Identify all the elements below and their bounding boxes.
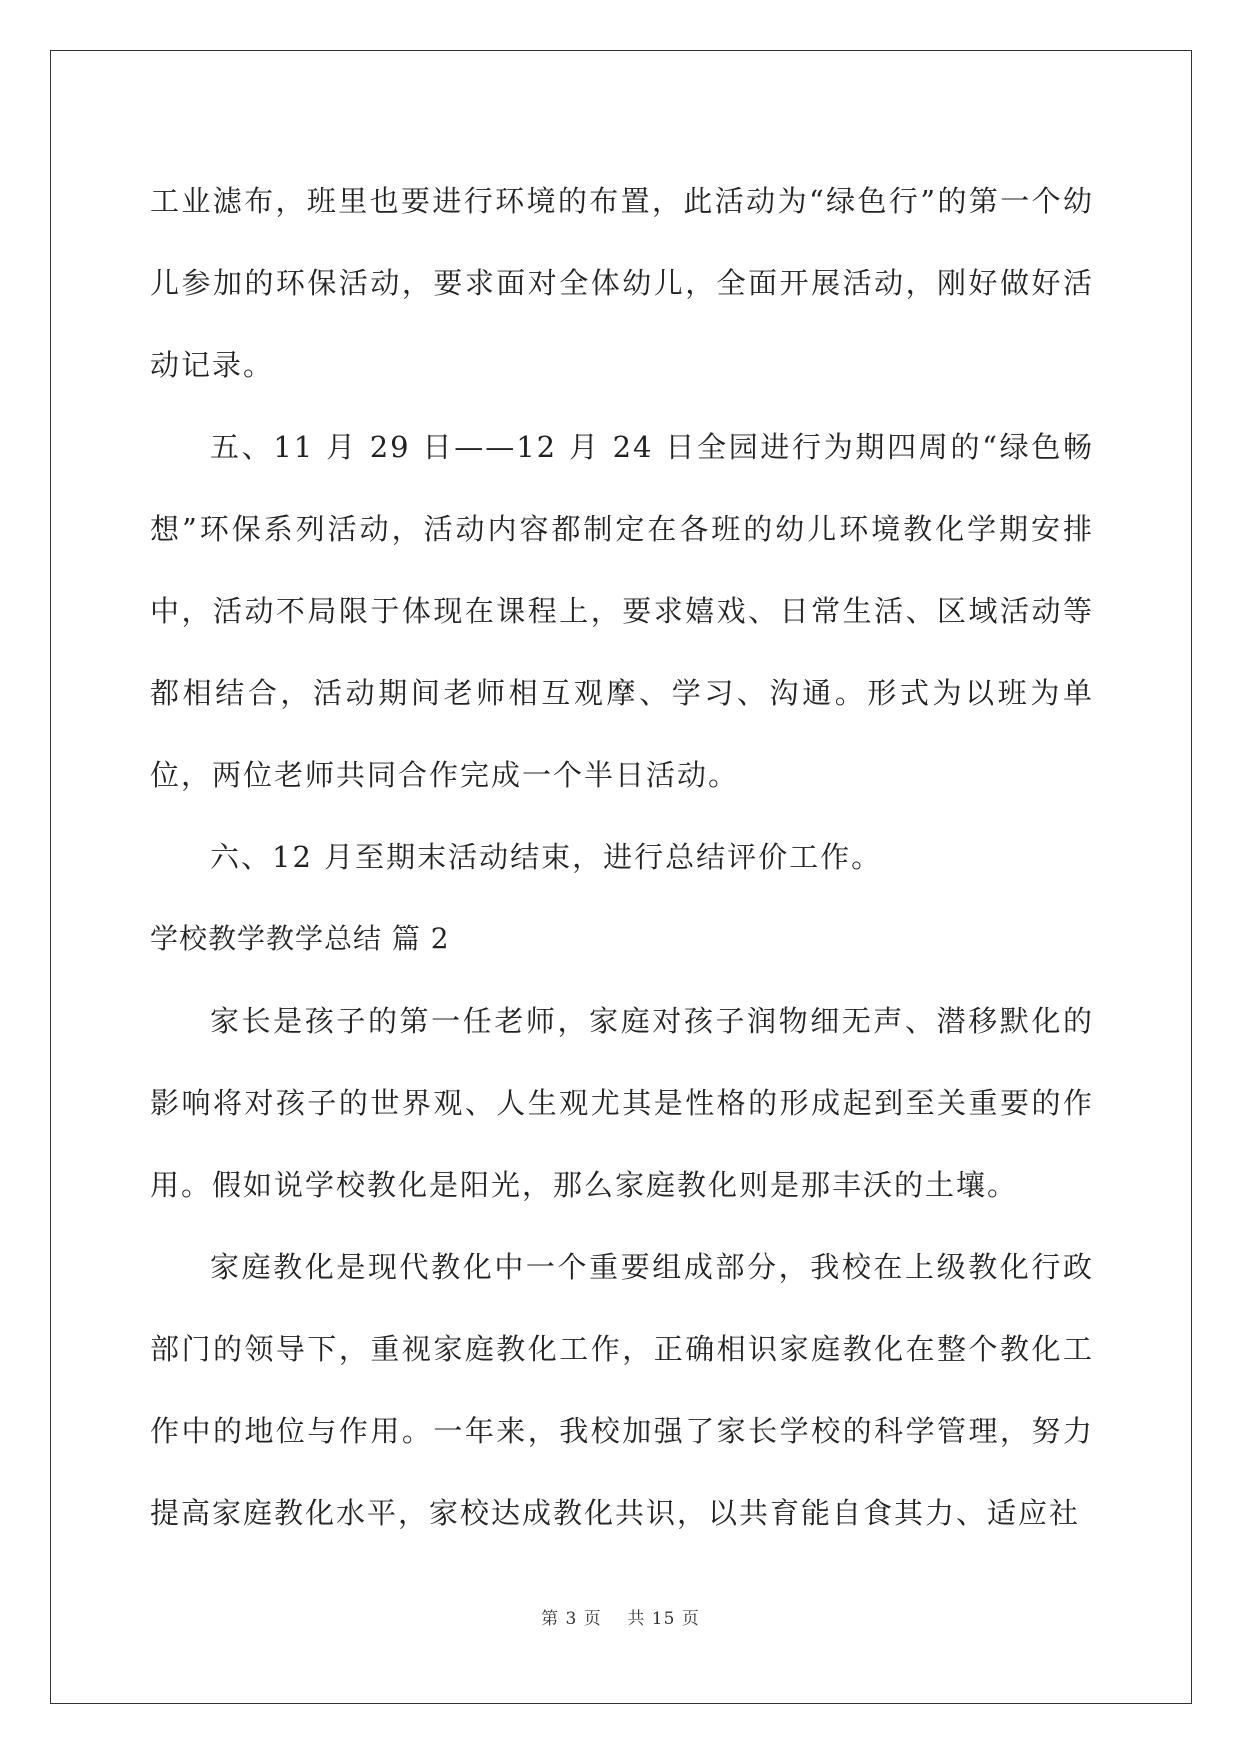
paragraph: 家庭教化是现代教化中一个重要组成部分，我校在上级教化行政部门的领导下，重视家庭教化工作，正确相识家庭教化在整个教化工作中的地位与作用。一年来，我校加强了家长学校的科学管理，努力提高家庭教化水平，家校达成教化共识，以共育能自食其力、适应社 xyxy=(150,1250,1094,1530)
paragraph: 家长是孩子的第一任老师，家庭对孩子润物细无声、潜移默化的影响将对孩子的世界观、人生观尤其是性格的形成起到至关重要的作用。假如说学校教化是阳光，那么家庭教化则是那丰沃的土壤。 xyxy=(150,1004,1094,1202)
document-body xyxy=(150,160,1094,1554)
paragraph: 工业滤布，班里也要进行环境的布置，此活动为“绿色行”的第一个幼儿参加的环保活动，要求面对全体幼儿，全面开展活动，刚好做好活动记录。 xyxy=(150,184,1094,382)
paragraph: 五、11 月 29 日——12 月 24 日全园进行为期四周的“绿色畅想”环保系列活动，活动内容都制定在各班的幼儿环境教化学期安排中，活动不局限于体现在课程上，要求嬉戏、日常生活、区域活动等都相结合，活动期间老师相互观摩、学习、沟通。形式为以班为单位，两位老师共同合作完成一个半日活动。 xyxy=(150,430,1094,792)
page-number: 第 3 页 xyxy=(541,1609,602,1629)
section-heading: 学校教学教学总结 篇 2 xyxy=(150,922,450,955)
page-total: 共 15 页 xyxy=(627,1609,700,1629)
paragraph: 六、12 月至期末活动结束，进行总结评价工作。 xyxy=(210,840,883,874)
page-footer xyxy=(0,1604,1241,1629)
